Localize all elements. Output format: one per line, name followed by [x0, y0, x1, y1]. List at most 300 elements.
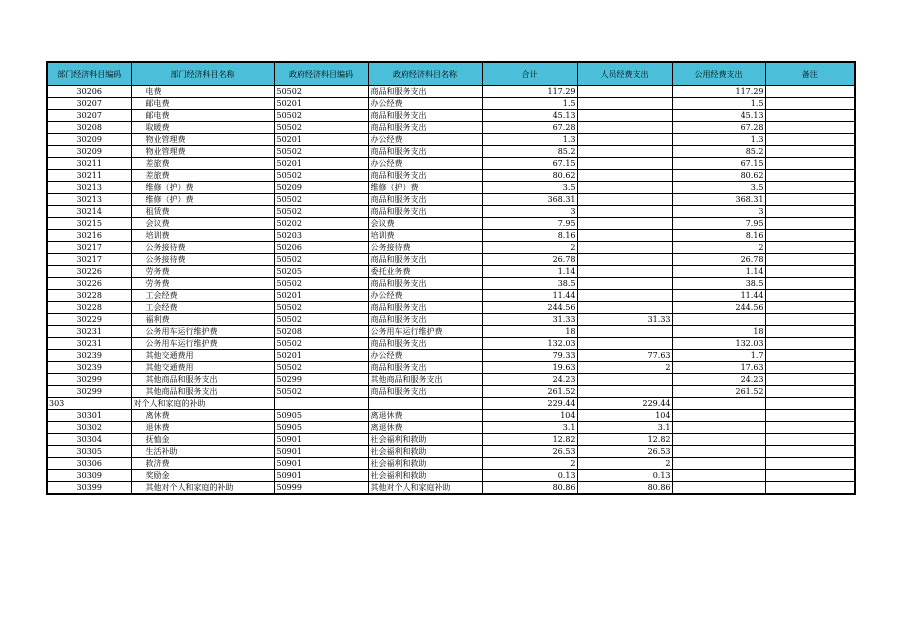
- cell-dept-name[interactable]: 生活补助: [131, 446, 274, 458]
- cell-dept-name[interactable]: 差旅费: [131, 170, 274, 182]
- cell-public[interactable]: 7.95: [672, 218, 765, 230]
- cell-note[interactable]: [765, 326, 855, 338]
- header-gov-code[interactable]: 政府经济科目编码: [274, 62, 368, 86]
- cell-dept-name[interactable]: 救济费: [131, 458, 274, 470]
- budget-table: [46, 61, 856, 495]
- cell-gov-code[interactable]: 50201: [274, 290, 368, 302]
- header-public[interactable]: 公用经费支出: [672, 62, 765, 86]
- cell-dept-name[interactable]: 租赁费: [131, 206, 274, 218]
- cell-public[interactable]: 1.7: [672, 350, 765, 362]
- cell-dept-name[interactable]: 邮电费: [131, 110, 274, 122]
- cell-public[interactable]: [672, 470, 765, 482]
- cell-note[interactable]: [765, 158, 855, 170]
- cell-gov-code[interactable]: 50202: [274, 218, 368, 230]
- table-row: [47, 110, 855, 122]
- cell-total[interactable]: 80.86: [482, 482, 577, 495]
- cell-gov-name[interactable]: 其他商品和服务支出: [368, 374, 482, 386]
- table-row: [47, 158, 855, 170]
- cell-note[interactable]: [765, 482, 855, 495]
- cell-gov-name[interactable]: 办公经费: [368, 98, 482, 110]
- cell-public[interactable]: 244.56: [672, 302, 765, 314]
- cell-personnel[interactable]: 104: [577, 410, 672, 422]
- cell-note[interactable]: [765, 338, 855, 350]
- cell-dept-name[interactable]: 工会经费: [131, 290, 274, 302]
- cell-public[interactable]: 67.15: [672, 158, 765, 170]
- cell-gov-name[interactable]: 商品和服务支出: [368, 86, 482, 98]
- cell-gov-name[interactable]: 社会福利和救助: [368, 434, 482, 446]
- cell-public[interactable]: 3: [672, 206, 765, 218]
- cell-total[interactable]: 2: [482, 242, 577, 254]
- cell-dept-code[interactable]: 30302: [47, 422, 131, 434]
- cell-dept-name[interactable]: 其他交通费用: [131, 350, 274, 362]
- header-total[interactable]: 合计: [482, 62, 577, 86]
- cell-note[interactable]: [765, 242, 855, 254]
- cell-personnel[interactable]: [577, 338, 672, 350]
- cell-dept-name[interactable]: 物业管理费: [131, 146, 274, 158]
- cell-dept-code[interactable]: 30299: [47, 374, 131, 386]
- cell-public[interactable]: [672, 434, 765, 446]
- cell-total[interactable]: 80.62: [482, 170, 577, 182]
- table-row: [47, 266, 855, 278]
- cell-gov-code[interactable]: 50901: [274, 470, 368, 482]
- cell-total[interactable]: 261.52: [482, 386, 577, 398]
- cell-gov-code[interactable]: 50205: [274, 266, 368, 278]
- cell-total[interactable]: 132.03: [482, 338, 577, 350]
- cell-public[interactable]: 1.3: [672, 134, 765, 146]
- cell-note[interactable]: [765, 194, 855, 206]
- cell-note[interactable]: [765, 254, 855, 266]
- cell-note[interactable]: [765, 434, 855, 446]
- cell-dept-name[interactable]: 公务用车运行维护费: [131, 338, 274, 350]
- cell-gov-name[interactable]: 办公经费: [368, 134, 482, 146]
- cell-gov-name[interactable]: 社会福利和救助: [368, 446, 482, 458]
- cell-dept-code[interactable]: 30209: [47, 134, 131, 146]
- cell-dept-name[interactable]: 其他交通费用: [131, 362, 274, 374]
- cell-dept-name[interactable]: 对个人和家庭的补助: [131, 398, 274, 410]
- cell-total[interactable]: 8.16: [482, 230, 577, 242]
- cell-gov-name[interactable]: 办公经费: [368, 290, 482, 302]
- cell-gov-name[interactable]: 办公经费: [368, 158, 482, 170]
- cell-note[interactable]: [765, 86, 855, 98]
- cell-personnel[interactable]: 26.53: [577, 446, 672, 458]
- cell-public[interactable]: 45.13: [672, 110, 765, 122]
- cell-gov-name[interactable]: 商品和服务支出: [368, 146, 482, 158]
- cell-dept-code[interactable]: 30213: [47, 194, 131, 206]
- cell-gov-code[interactable]: 50502: [274, 206, 368, 218]
- cell-public[interactable]: 2: [672, 242, 765, 254]
- cell-gov-name[interactable]: 社会福利和救助: [368, 458, 482, 470]
- cell-personnel[interactable]: 31.33: [577, 314, 672, 326]
- cell-dept-name[interactable]: 公务接待费: [131, 254, 274, 266]
- cell-gov-code[interactable]: 50502: [274, 254, 368, 266]
- cell-dept-name[interactable]: 维修（护）费: [131, 182, 274, 194]
- cell-public[interactable]: 26.78: [672, 254, 765, 266]
- cell-dept-code[interactable]: 30213: [47, 182, 131, 194]
- cell-personnel[interactable]: 2: [577, 458, 672, 470]
- cell-gov-code[interactable]: 50502: [274, 302, 368, 314]
- table-row: [47, 410, 855, 422]
- cell-total[interactable]: 11.44: [482, 290, 577, 302]
- cell-gov-code[interactable]: 50905: [274, 422, 368, 434]
- cell-personnel[interactable]: 80.86: [577, 482, 672, 495]
- cell-personnel[interactable]: 77.63: [577, 350, 672, 362]
- cell-dept-name[interactable]: 维修（护）费: [131, 194, 274, 206]
- cell-gov-name[interactable]: 会议费: [368, 218, 482, 230]
- cell-personnel[interactable]: 2: [577, 362, 672, 374]
- table-row: [47, 434, 855, 446]
- cell-dept-code[interactable]: 30228: [47, 290, 131, 302]
- cell-gov-name[interactable]: 商品和服务支出: [368, 194, 482, 206]
- cell-total[interactable]: 19.63: [482, 362, 577, 374]
- cell-dept-code[interactable]: 30239: [47, 350, 131, 362]
- cell-dept-name[interactable]: 公务用车运行维护费: [131, 326, 274, 338]
- cell-personnel[interactable]: 12.82: [577, 434, 672, 446]
- cell-note[interactable]: [765, 458, 855, 470]
- cell-total[interactable]: 0.13: [482, 470, 577, 482]
- cell-personnel[interactable]: [577, 158, 672, 170]
- cell-total[interactable]: 117.29: [482, 86, 577, 98]
- cell-gov-code[interactable]: [274, 398, 368, 410]
- cell-dept-code[interactable]: 30206: [47, 86, 131, 98]
- cell-dept-code[interactable]: 30231: [47, 338, 131, 350]
- cell-gov-code[interactable]: 50299: [274, 374, 368, 386]
- cell-dept-name[interactable]: 退休费: [131, 422, 274, 434]
- cell-gov-name[interactable]: 离退休费: [368, 410, 482, 422]
- cell-dept-name[interactable]: 劳务费: [131, 278, 274, 290]
- cell-gov-code[interactable]: 50209: [274, 182, 368, 194]
- cell-dept-code[interactable]: 30226: [47, 278, 131, 290]
- cell-total[interactable]: 67.28: [482, 122, 577, 134]
- cell-personnel[interactable]: [577, 170, 672, 182]
- cell-public[interactable]: 3.5: [672, 182, 765, 194]
- cell-note[interactable]: [765, 170, 855, 182]
- cell-note[interactable]: [765, 446, 855, 458]
- header-dept-code[interactable]: 部门经济科目编码: [47, 62, 131, 86]
- cell-personnel[interactable]: [577, 290, 672, 302]
- cell-dept-code[interactable]: 30305: [47, 446, 131, 458]
- cell-dept-name[interactable]: 劳务费: [131, 266, 274, 278]
- cell-public[interactable]: 67.28: [672, 122, 765, 134]
- cell-public[interactable]: [672, 422, 765, 434]
- cell-dept-code[interactable]: 30215: [47, 218, 131, 230]
- cell-note[interactable]: [765, 206, 855, 218]
- cell-note[interactable]: [765, 290, 855, 302]
- table-row: [47, 326, 855, 338]
- cell-gov-code[interactable]: 50502: [274, 338, 368, 350]
- cell-gov-name[interactable]: 商品和服务支出: [368, 206, 482, 218]
- cell-dept-code[interactable]: 30207: [47, 110, 131, 122]
- table-row: [47, 122, 855, 134]
- cell-personnel[interactable]: [577, 374, 672, 386]
- cell-dept-code[interactable]: 30306: [47, 458, 131, 470]
- cell-personnel[interactable]: [577, 302, 672, 314]
- cell-gov-code[interactable]: 50905: [274, 410, 368, 422]
- cell-note[interactable]: [765, 266, 855, 278]
- cell-personnel[interactable]: [577, 254, 672, 266]
- cell-note[interactable]: [765, 230, 855, 242]
- cell-gov-code[interactable]: 50502: [274, 122, 368, 134]
- cell-gov-code[interactable]: 50206: [274, 242, 368, 254]
- cell-public[interactable]: 117.29: [672, 86, 765, 98]
- cell-note[interactable]: [765, 374, 855, 386]
- cell-total[interactable]: 45.13: [482, 110, 577, 122]
- cell-total[interactable]: 24.23: [482, 374, 577, 386]
- cell-gov-name[interactable]: 其他对个人和家庭补助: [368, 482, 482, 495]
- cell-gov-name[interactable]: 商品和服务支出: [368, 122, 482, 134]
- cell-gov-name[interactable]: [368, 398, 482, 410]
- cell-gov-code[interactable]: 50201: [274, 98, 368, 110]
- cell-gov-name[interactable]: 商品和服务支出: [368, 170, 482, 182]
- table-row: [47, 242, 855, 254]
- cell-total[interactable]: 85.2: [482, 146, 577, 158]
- cell-personnel[interactable]: [577, 266, 672, 278]
- cell-public[interactable]: 85.2: [672, 146, 765, 158]
- cell-total[interactable]: 1.3: [482, 134, 577, 146]
- header-personnel[interactable]: 人员经费支出: [577, 62, 672, 86]
- cell-public[interactable]: 1.5: [672, 98, 765, 110]
- header-gov-name[interactable]: 政府经济科目名称: [368, 62, 482, 86]
- table-row: [47, 362, 855, 374]
- table-row: [47, 302, 855, 314]
- cell-gov-code[interactable]: 50502: [274, 386, 368, 398]
- cell-total[interactable]: 2: [482, 458, 577, 470]
- cell-personnel[interactable]: [577, 134, 672, 146]
- cell-total[interactable]: 3.1: [482, 422, 577, 434]
- cell-gov-code[interactable]: 50901: [274, 434, 368, 446]
- cell-gov-code[interactable]: 50502: [274, 146, 368, 158]
- cell-gov-code[interactable]: 50502: [274, 170, 368, 182]
- cell-dept-code[interactable]: 30309: [47, 470, 131, 482]
- cell-note[interactable]: [765, 278, 855, 290]
- cell-total[interactable]: 67.15: [482, 158, 577, 170]
- cell-gov-code[interactable]: 50502: [274, 110, 368, 122]
- cell-total[interactable]: 79.33: [482, 350, 577, 362]
- cell-gov-name[interactable]: 商品和服务支出: [368, 302, 482, 314]
- cell-total[interactable]: 229.44: [482, 398, 577, 410]
- cell-total[interactable]: 3: [482, 206, 577, 218]
- cell-note[interactable]: [765, 422, 855, 434]
- cell-gov-code[interactable]: 50201: [274, 158, 368, 170]
- cell-dept-name[interactable]: 取暖费: [131, 122, 274, 134]
- cell-gov-code[interactable]: 50502: [274, 314, 368, 326]
- cell-note[interactable]: [765, 398, 855, 410]
- cell-dept-code[interactable]: 30211: [47, 170, 131, 182]
- cell-total[interactable]: 368.31: [482, 194, 577, 206]
- cell-dept-name[interactable]: 差旅费: [131, 158, 274, 170]
- cell-public[interactable]: 38.5: [672, 278, 765, 290]
- cell-dept-name[interactable]: 福利费: [131, 314, 274, 326]
- cell-dept-code[interactable]: 30217: [47, 254, 131, 266]
- cell-public[interactable]: 132.03: [672, 338, 765, 350]
- cell-dept-code[interactable]: 30217: [47, 242, 131, 254]
- cell-dept-code[interactable]: 30216: [47, 230, 131, 242]
- table-row: [47, 446, 855, 458]
- cell-gov-name[interactable]: 公务接待费: [368, 242, 482, 254]
- cell-public[interactable]: [672, 446, 765, 458]
- cell-dept-code[interactable]: 30399: [47, 482, 131, 495]
- cell-dept-name[interactable]: 其他商品和服务支出: [131, 386, 274, 398]
- cell-dept-name[interactable]: 电费: [131, 86, 274, 98]
- cell-gov-name[interactable]: 公务用车运行维护费: [368, 326, 482, 338]
- cell-public[interactable]: 1.14: [672, 266, 765, 278]
- cell-gov-code[interactable]: 50502: [274, 362, 368, 374]
- cell-note[interactable]: [765, 98, 855, 110]
- table-row: [47, 98, 855, 110]
- cell-dept-name[interactable]: 抚恤金: [131, 434, 274, 446]
- cell-public[interactable]: 18: [672, 326, 765, 338]
- cell-personnel[interactable]: [577, 110, 672, 122]
- cell-dept-code[interactable]: 30208: [47, 122, 131, 134]
- cell-dept-code[interactable]: 30231: [47, 326, 131, 338]
- cell-note[interactable]: [765, 314, 855, 326]
- cell-public[interactable]: 368.31: [672, 194, 765, 206]
- cell-dept-code[interactable]: 303: [47, 398, 131, 410]
- cell-gov-code[interactable]: 50502: [274, 86, 368, 98]
- table-row: [47, 194, 855, 206]
- cell-gov-code[interactable]: 50999: [274, 482, 368, 495]
- cell-public[interactable]: [672, 482, 765, 495]
- cell-dept-name[interactable]: 物业管理费: [131, 134, 274, 146]
- cell-public[interactable]: 261.52: [672, 386, 765, 398]
- cell-dept-code[interactable]: 30211: [47, 158, 131, 170]
- header-note[interactable]: 备注: [765, 62, 855, 86]
- cell-note[interactable]: [765, 350, 855, 362]
- cell-gov-name[interactable]: 委托业务费: [368, 266, 482, 278]
- cell-gov-name[interactable]: 商品和服务支出: [368, 386, 482, 398]
- cell-dept-code[interactable]: 30207: [47, 98, 131, 110]
- cell-personnel[interactable]: [577, 206, 672, 218]
- cell-gov-code[interactable]: 50201: [274, 350, 368, 362]
- cell-note[interactable]: [765, 386, 855, 398]
- cell-total[interactable]: 31.33: [482, 314, 577, 326]
- cell-personnel[interactable]: [577, 386, 672, 398]
- cell-public[interactable]: [672, 314, 765, 326]
- cell-note[interactable]: [765, 110, 855, 122]
- cell-note[interactable]: [765, 134, 855, 146]
- cell-gov-name[interactable]: 办公经费: [368, 350, 482, 362]
- cell-total[interactable]: 26.78: [482, 254, 577, 266]
- cell-gov-name[interactable]: 商品和服务支出: [368, 254, 482, 266]
- cell-note[interactable]: [765, 410, 855, 422]
- cell-personnel[interactable]: [577, 98, 672, 110]
- cell-total[interactable]: 104: [482, 410, 577, 422]
- cell-gov-name[interactable]: 商品和服务支出: [368, 362, 482, 374]
- cell-dept-name[interactable]: 其他对个人和家庭的补助: [131, 482, 274, 495]
- cell-gov-code[interactable]: 50502: [274, 278, 368, 290]
- cell-personnel[interactable]: 3.1: [577, 422, 672, 434]
- cell-dept-code[interactable]: 30228: [47, 302, 131, 314]
- cell-personnel[interactable]: 0.13: [577, 470, 672, 482]
- cell-note[interactable]: [765, 146, 855, 158]
- cell-dept-code[interactable]: 30239: [47, 362, 131, 374]
- cell-dept-name[interactable]: 邮电费: [131, 98, 274, 110]
- cell-total[interactable]: 26.53: [482, 446, 577, 458]
- cell-personnel[interactable]: [577, 86, 672, 98]
- cell-dept-code[interactable]: 30301: [47, 410, 131, 422]
- table-row: [47, 218, 855, 230]
- cell-gov-code[interactable]: 50901: [274, 446, 368, 458]
- cell-dept-code[interactable]: 30214: [47, 206, 131, 218]
- cell-personnel[interactable]: [577, 182, 672, 194]
- cell-note[interactable]: [765, 362, 855, 374]
- cell-note[interactable]: [765, 122, 855, 134]
- cell-total[interactable]: 1.5: [482, 98, 577, 110]
- cell-gov-name[interactable]: 商品和服务支出: [368, 314, 482, 326]
- cell-note[interactable]: [765, 470, 855, 482]
- cell-total[interactable]: 3.5: [482, 182, 577, 194]
- cell-total[interactable]: 12.82: [482, 434, 577, 446]
- cell-total[interactable]: 7.95: [482, 218, 577, 230]
- table-row: [47, 206, 855, 218]
- cell-personnel[interactable]: [577, 146, 672, 158]
- table-row: [47, 470, 855, 482]
- cell-personnel[interactable]: [577, 230, 672, 242]
- cell-total[interactable]: 244.56: [482, 302, 577, 314]
- cell-dept-code[interactable]: 30304: [47, 434, 131, 446]
- header-dept-name[interactable]: 部门经济科目名称: [131, 62, 274, 86]
- cell-dept-name[interactable]: 其他商品和服务支出: [131, 374, 274, 386]
- cell-gov-code[interactable]: 50901: [274, 458, 368, 470]
- cell-personnel[interactable]: 229.44: [577, 398, 672, 410]
- cell-public[interactable]: [672, 458, 765, 470]
- table-row: [47, 146, 855, 158]
- cell-gov-name[interactable]: 商品和服务支出: [368, 110, 482, 122]
- cell-dept-code[interactable]: 30229: [47, 314, 131, 326]
- cell-public[interactable]: 24.23: [672, 374, 765, 386]
- cell-dept-code[interactable]: 30209: [47, 146, 131, 158]
- cell-dept-name[interactable]: 奖励金: [131, 470, 274, 482]
- cell-public[interactable]: 17.63: [672, 362, 765, 374]
- cell-note[interactable]: [765, 302, 855, 314]
- cell-gov-name[interactable]: 维修（护）费: [368, 182, 482, 194]
- table-row: [47, 338, 855, 350]
- cell-gov-code[interactable]: 50502: [274, 194, 368, 206]
- cell-dept-name[interactable]: 会议费: [131, 218, 274, 230]
- cell-dept-name[interactable]: 离休费: [131, 410, 274, 422]
- cell-note[interactable]: [765, 182, 855, 194]
- cell-public[interactable]: 80.62: [672, 170, 765, 182]
- table-row: [47, 278, 855, 290]
- cell-personnel[interactable]: [577, 278, 672, 290]
- cell-gov-name[interactable]: 商品和服务支出: [368, 338, 482, 350]
- cell-public[interactable]: [672, 398, 765, 410]
- cell-gov-name[interactable]: 培训费: [368, 230, 482, 242]
- cell-public[interactable]: [672, 410, 765, 422]
- cell-personnel[interactable]: [577, 242, 672, 254]
- cell-dept-name[interactable]: 培训费: [131, 230, 274, 242]
- cell-total[interactable]: 1.14: [482, 266, 577, 278]
- cell-total[interactable]: 18: [482, 326, 577, 338]
- cell-dept-code[interactable]: 30299: [47, 386, 131, 398]
- cell-total[interactable]: 38.5: [482, 278, 577, 290]
- cell-personnel[interactable]: [577, 194, 672, 206]
- cell-personnel[interactable]: [577, 326, 672, 338]
- cell-public[interactable]: 8.16: [672, 230, 765, 242]
- cell-note[interactable]: [765, 218, 855, 230]
- cell-gov-code[interactable]: 50208: [274, 326, 368, 338]
- cell-gov-name[interactable]: 社会福利和救助: [368, 470, 482, 482]
- cell-personnel[interactable]: [577, 218, 672, 230]
- cell-public[interactable]: 11.44: [672, 290, 765, 302]
- cell-dept-code[interactable]: 30226: [47, 266, 131, 278]
- cell-gov-code[interactable]: 50201: [274, 134, 368, 146]
- cell-gov-name[interactable]: 离退休费: [368, 422, 482, 434]
- cell-gov-code[interactable]: 50203: [274, 230, 368, 242]
- cell-personnel[interactable]: [577, 122, 672, 134]
- cell-gov-name[interactable]: 商品和服务支出: [368, 278, 482, 290]
- cell-dept-name[interactable]: 公务接待费: [131, 242, 274, 254]
- cell-dept-name[interactable]: 工会经费: [131, 302, 274, 314]
